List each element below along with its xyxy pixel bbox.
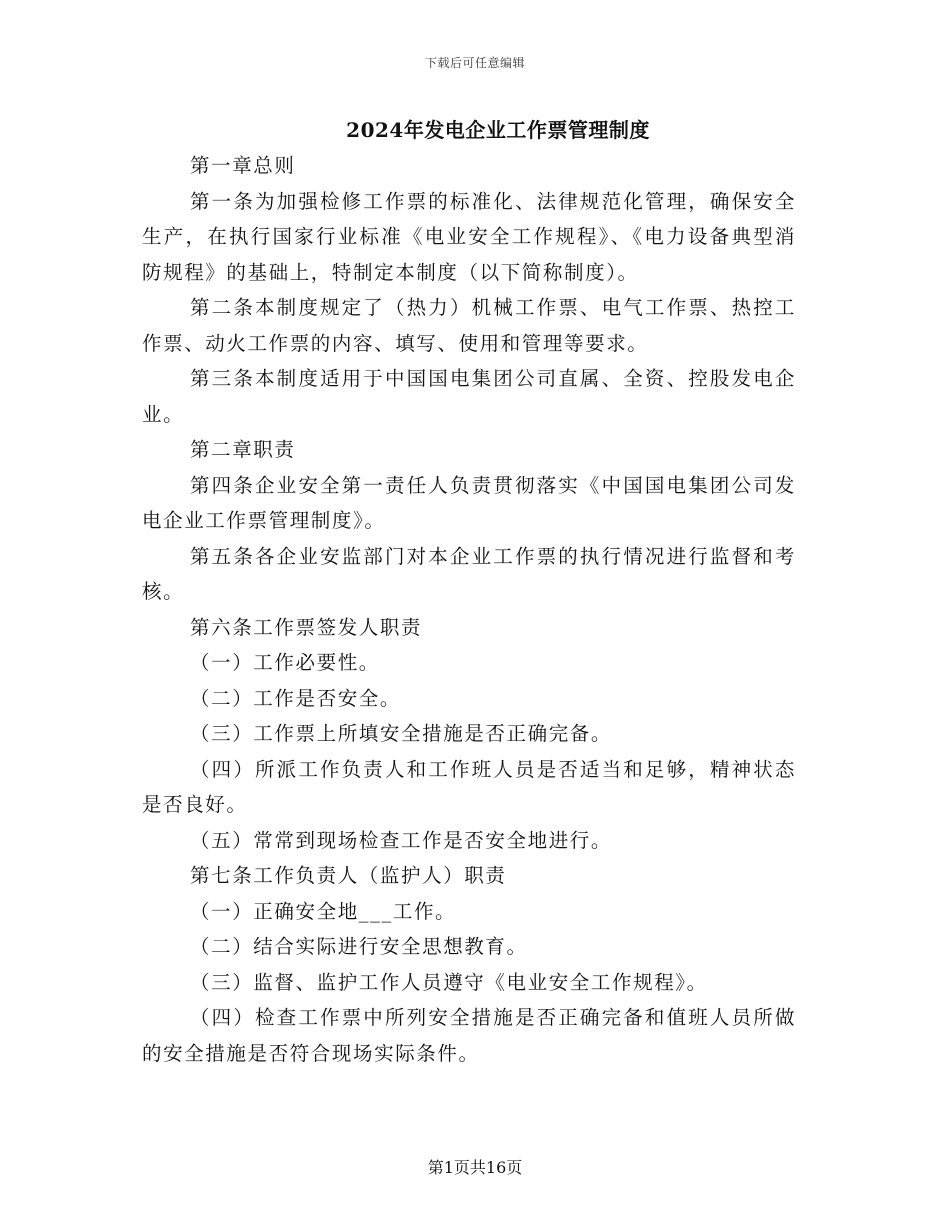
article-paragraph: 第七条工作负责人（监护人）职责 (190, 864, 507, 887)
article-paragraph: 第三条本制度适用于中国国电集团公司直属、全资、控股发电企业。 (142, 367, 796, 426)
article-paragraph: 第五条各企业安监部门对本企业工作票的执行情况进行监督和考核。 (142, 544, 796, 603)
list-item: （三）工作票上所填安全措施是否正确完备。 (190, 722, 613, 745)
article-paragraph: 第二条本制度规定了（热力）机械工作票、电气工作票、热控工作票、动火工作票的内容、填写、使用和管理等要求。 (142, 296, 796, 355)
list-item: （四）检查工作票中所列安全措施是否正确完备和值班人员所做的安全措施是否符合现场实际条件。 (142, 1006, 796, 1065)
list-item: （一）正确安全地___工作。 (190, 899, 457, 923)
list-item: （一）工作必要性。 (190, 651, 380, 674)
article-paragraph: 第六条工作票签发人职责 (190, 615, 423, 639)
page-number: 第1页共16页 (427, 1158, 523, 1177)
chapter-heading: 第二章职责 (190, 438, 296, 461)
list-item: （二）工作是否安全。 (190, 686, 402, 710)
page-header-note: 下载后可任意编辑 (424, 56, 525, 70)
document-title: 2024年发电企业工作票管理制度 (346, 118, 650, 142)
article-paragraph: 第四条企业安全第一责任人负责贯彻落实《中国国电集团公司发电企业工作票管理制度》。 (142, 473, 796, 532)
list-item: （四）所派工作负责人和工作班人员是否适当和足够，精神状态是否良好。 (142, 757, 796, 816)
chapter-heading: 第一章总则 (190, 154, 296, 177)
document-body (142, 148, 796, 1071)
article-paragraph: 第一条为加强检修工作票的标准化、法律规范化管理，确保安全生产，在执行国家行业标准《电业安全工作规程》、《电力设备典型消防规程》的基础上，特制定本制度（以下简称制度）。 (142, 189, 796, 284)
list-item: （五）常常到现场检查工作是否安全地进行。 (190, 828, 613, 852)
list-item: （二）结合实际进行安全思想教育。 (190, 935, 528, 958)
list-item: （三）监督、监护工作人员遵守《电业安全工作规程》。 (190, 970, 708, 994)
